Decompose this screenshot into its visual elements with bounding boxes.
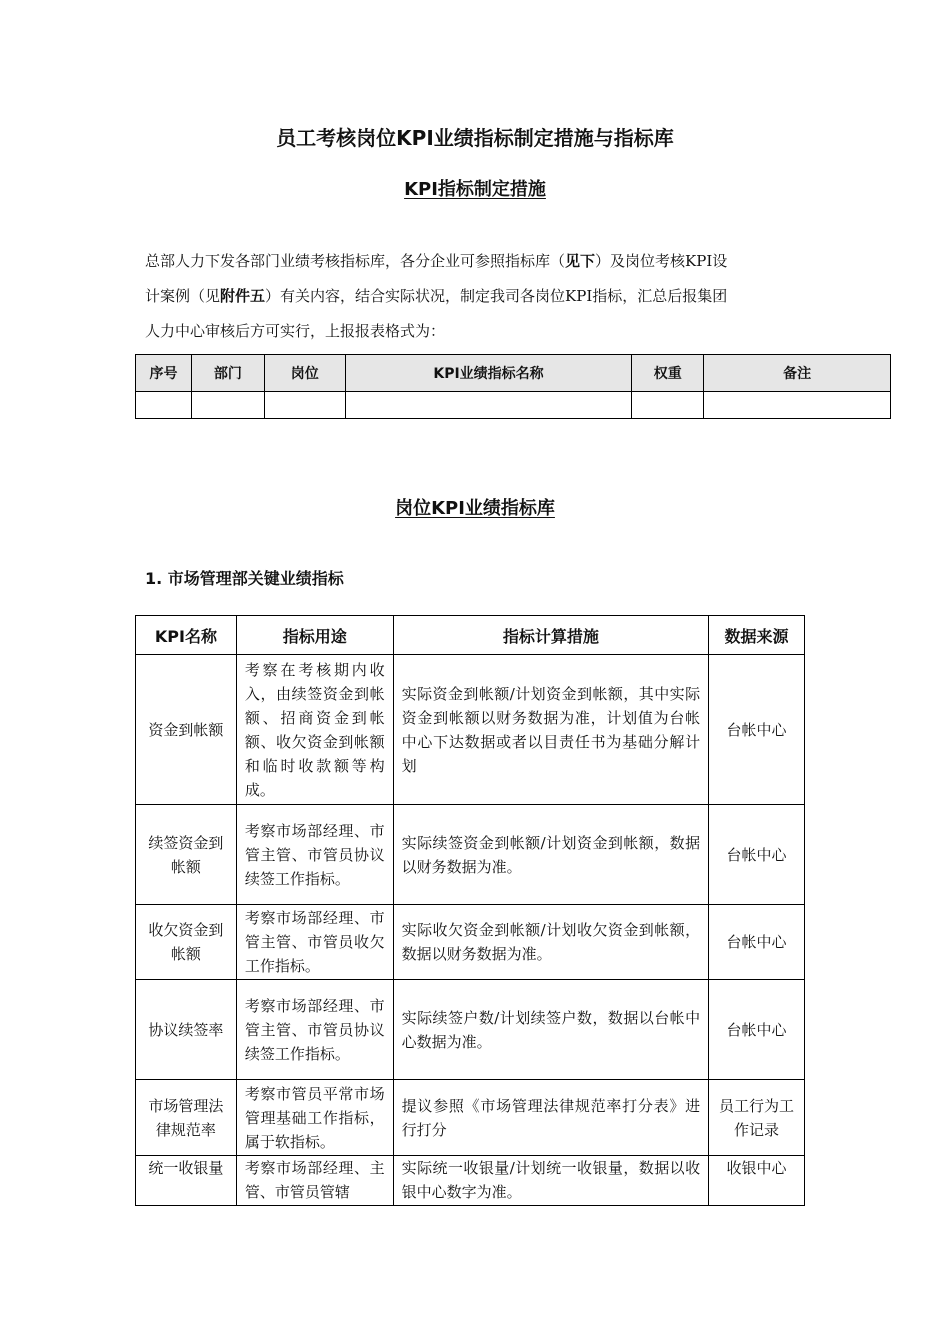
kpi-method-cell: 实际统一收银量/计划统一收银量，数据以收银中心数字为准。 xyxy=(393,1156,708,1206)
kpi-source-cell: 员工行为工作记录 xyxy=(709,1080,805,1156)
kpi-purpose-cell: 考察市场部经理、主管、市管员管辖 xyxy=(236,1156,393,1206)
intro-line-2 xyxy=(145,279,815,314)
kpi-purpose-cell: 考察市场部经理、市管主管、市管员协议续签工作指标。 xyxy=(236,805,393,905)
intro-text: 总部人力下发各部门业绩考核指标库，各分企业可参照指标库（ xyxy=(145,252,566,270)
kpi-source-cell: 台帐中心 xyxy=(709,805,805,905)
kpi-row xyxy=(136,905,805,980)
kpi-source-cell: 台帐中心 xyxy=(709,980,805,1080)
kpi-table xyxy=(135,615,805,1206)
kpi-method-cell: 实际续签户数/计划续签户数，数据以台帐中心数据为准。 xyxy=(393,980,708,1080)
kpi-source-cell: 台帐中心 xyxy=(709,655,805,805)
kpi-source-cell: 收银中心 xyxy=(709,1156,805,1206)
report-empty-cell xyxy=(264,392,345,419)
kpi-method-cell: 提议参照《市场管理法律规范率打分表》进行打分 xyxy=(393,1080,708,1156)
kpi-name-cell: 统一收银量 xyxy=(136,1156,237,1206)
kpi-header-cell: KPI名称 xyxy=(136,616,237,655)
kpi-row xyxy=(136,805,805,905)
subsection-heading: 1. 市场管理部关键业绩指标 xyxy=(145,569,344,588)
kpi-row xyxy=(136,1080,805,1156)
report-empty-cell xyxy=(191,392,264,419)
kpi-method-cell: 实际收欠资金到帐额/计划收欠资金到帐额，数据以财务数据为准。 xyxy=(393,905,708,980)
kpi-header-cell: 数据来源 xyxy=(709,616,805,655)
kpi-header-cell: 指标用途 xyxy=(236,616,393,655)
kpi-header-row xyxy=(136,616,805,655)
intro-paragraph xyxy=(145,244,815,349)
kpi-method-cell: 实际资金到帐额/计划资金到帐额，其中实际资金到帐额以财务数据为准，计划值为台帐中心下达数据或者以目责任书为基础分解计划 xyxy=(393,655,708,805)
section-title-kpi-library xyxy=(0,494,950,520)
kpi-row xyxy=(136,1156,805,1206)
intro-text: ）有关内容，结合实际状况，制定我司各岗位KPI指标，汇总后报集团 xyxy=(265,287,728,305)
intro-line-3: 人力中心审核后方可实行，上报报表格式为： xyxy=(145,322,446,340)
kpi-name-cell: 收欠资金到帐额 xyxy=(136,905,237,980)
report-header-row xyxy=(136,355,891,392)
report-empty-cell xyxy=(632,392,704,419)
report-format-table xyxy=(135,354,891,419)
kpi-name-cell: 资金到帐额 xyxy=(136,655,237,805)
library-title-text: 岗位KPI业绩指标库 xyxy=(395,498,555,519)
kpi-name-cell: 市场管理法律规范率 xyxy=(136,1080,237,1156)
report-header-cell: 部门 xyxy=(191,355,264,392)
report-empty-cell xyxy=(136,392,192,419)
intro-text: ）及岗位考核KPI设 xyxy=(595,252,728,270)
kpi-source-cell: 台帐中心 xyxy=(709,905,805,980)
section-title-text: KPI指标制定措施 xyxy=(404,179,546,200)
report-header-cell: KPI业绩指标名称 xyxy=(345,355,632,392)
kpi-name-cell: 续签资金到帐额 xyxy=(136,805,237,905)
intro-bold-text: 见下 xyxy=(565,252,596,270)
kpi-name-cell: 协议续签率 xyxy=(136,980,237,1080)
report-header-cell: 备注 xyxy=(704,355,891,392)
kpi-purpose-cell: 考察市管员平常市场管理基础工作指标，属于软指标。 xyxy=(236,1080,393,1156)
report-empty-cell xyxy=(345,392,632,419)
intro-bold-text: 附件五 xyxy=(220,287,266,305)
report-empty-cell xyxy=(704,392,891,419)
document-title: 员工考核岗位KPI业绩指标制定措施与指标库 xyxy=(276,126,674,150)
kpi-row xyxy=(136,980,805,1080)
kpi-method-cell: 实际续签资金到帐额/计划资金到帐额，数据以财务数据为准。 xyxy=(393,805,708,905)
report-header-cell: 序号 xyxy=(136,355,192,392)
report-empty-row xyxy=(136,392,891,419)
kpi-header-cell: 指标计算措施 xyxy=(393,616,708,655)
report-header-cell: 岗位 xyxy=(264,355,345,392)
report-header-cell: 权重 xyxy=(632,355,704,392)
kpi-purpose-cell: 考察市场部经理、市管主管、市管员协议续签工作指标。 xyxy=(236,980,393,1080)
kpi-purpose-cell: 考察在考核期内收入，由续签资金到帐额、招商资金到帐额、收欠资金到帐额和临时收款额等构成。 xyxy=(236,655,393,805)
kpi-purpose-cell: 考察市场部经理、市管主管、市管员收欠工作指标。 xyxy=(236,905,393,980)
kpi-row xyxy=(136,655,805,805)
intro-line-1 xyxy=(145,244,815,279)
section-title-kpi-method xyxy=(0,175,950,201)
intro-text: 计案例（见 xyxy=(145,287,221,305)
